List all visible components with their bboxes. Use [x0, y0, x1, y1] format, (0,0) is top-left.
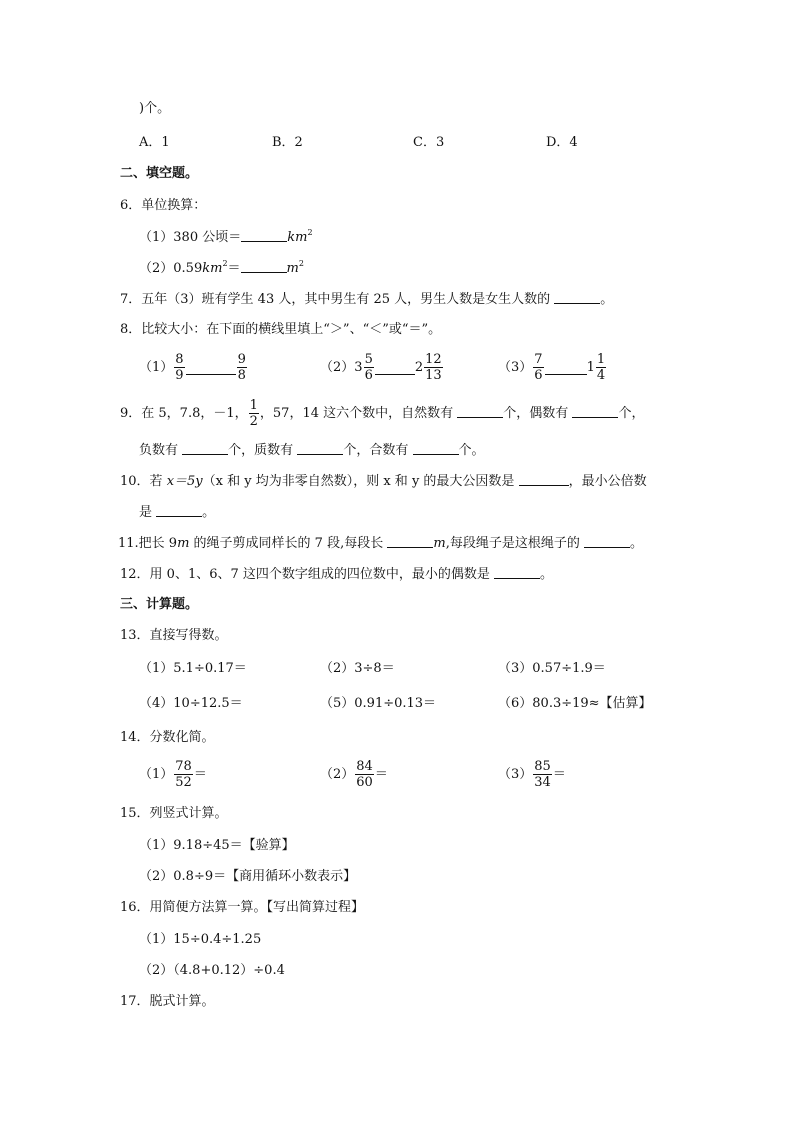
q9-text: 负数有 [139, 443, 179, 458]
q8-part2 [320, 352, 444, 384]
denominator: 6 [534, 368, 543, 383]
q6-part1 [139, 227, 313, 248]
whole-number: 3 [354, 360, 363, 375]
fraction [355, 759, 374, 790]
unit-text: m [433, 536, 446, 551]
unit-text: m [286, 261, 299, 276]
superscript: 2 [222, 259, 228, 268]
answer-blank[interactable] [413, 440, 459, 455]
denominator: 13 [425, 368, 442, 383]
q8-part1 [139, 352, 248, 384]
part-label: （3） [498, 767, 533, 782]
unit-text: m [177, 536, 190, 551]
numerator: 78 [175, 759, 192, 774]
q7 [120, 289, 613, 310]
denominator: 60 [356, 775, 373, 790]
answer-blank[interactable] [182, 440, 228, 455]
part-label: （3） [498, 360, 533, 375]
q11-text: 。 [629, 536, 643, 551]
q5-option-d: D．4 [546, 135, 578, 150]
q7-end: 。 [600, 292, 614, 307]
q13-item: （3）0.57÷1.9＝ [498, 661, 606, 676]
q9-text: 质数有 [254, 443, 294, 458]
q12 [120, 564, 553, 585]
part-label: （2） [320, 360, 355, 375]
q13-item: （6）80.3÷19≈【估算】 [498, 696, 652, 711]
fraction [237, 352, 247, 383]
equals-sign: ＝ [193, 767, 207, 782]
q14-item [139, 758, 207, 792]
q13-stem: 13．直接写得数。 [120, 628, 228, 643]
whole-number: 1 [586, 360, 595, 375]
numerator: 1 [249, 398, 258, 413]
unit-text: km [202, 261, 223, 276]
answer-blank[interactable] [554, 289, 600, 304]
q14-stem: 14．分数化简。 [120, 730, 215, 745]
fraction [249, 398, 259, 429]
q10-text: （x 和 y 均为非零自然数），则 x 和 y 的最大公因数是 [202, 474, 515, 489]
q9-text: 偶数有 [529, 406, 569, 421]
compare-blank[interactable] [375, 360, 415, 375]
fraction [424, 352, 443, 383]
superscript: 2 [307, 228, 313, 237]
q9-text: 个， [503, 406, 530, 421]
denominator: 52 [175, 775, 192, 790]
q16-stem: 16．用简便方法算一算。【写出简算过程】 [120, 900, 365, 915]
fraction [533, 352, 543, 383]
q12-text: 12．用 0、1、6、7 这四个数字组成的四位数中，最小的偶数是 [120, 567, 490, 582]
q9-text: ，57，14 这六个数中，自然数有 [259, 406, 454, 421]
fraction [596, 352, 606, 383]
q14-item [498, 758, 566, 792]
q9-text: 合数有 [369, 443, 409, 458]
q11-text: 11.把长 9 [118, 536, 178, 551]
q15-part1: （1）9.18÷45＝【验算】 [139, 838, 295, 853]
q6-part1-text: （1）380 公顷＝ [139, 230, 242, 245]
q13-item: （4）10÷12.5＝ [139, 696, 243, 711]
numerator: 9 [237, 352, 246, 367]
fraction [174, 352, 184, 383]
answer-blank[interactable] [519, 471, 569, 486]
part-label: （2） [320, 767, 355, 782]
whole-number: 2 [414, 360, 424, 375]
answer-blank[interactable] [156, 502, 202, 517]
numerator: 12 [425, 352, 442, 367]
numerator: 1 [596, 352, 606, 367]
equals-sign: ＝ [227, 261, 241, 276]
q9-text: 个， [343, 443, 370, 458]
q15-part2: （2）0.8÷9＝【商用循环小数表示】 [139, 869, 357, 884]
q5-option-a: A．1 [139, 135, 170, 150]
q6-stem: 6．单位换算： [120, 198, 207, 213]
answer-blank[interactable] [457, 403, 503, 418]
unit-text: km [287, 230, 308, 245]
fraction [174, 759, 193, 790]
q5-tail: )个。 [139, 101, 171, 116]
section-heading-calculation: 三、计算题。 [120, 597, 199, 612]
numerator: 85 [534, 759, 551, 774]
numerator: 7 [534, 352, 543, 367]
superscript: 2 [298, 259, 304, 268]
q16-part2: （2）（4.8+0.12）÷0.4 [139, 963, 285, 978]
numerator: 84 [356, 759, 373, 774]
q10-text: ，最小公倍数 [568, 474, 647, 489]
q17-stem: 17．脱式计算。 [120, 994, 215, 1009]
q14-item [320, 758, 388, 792]
q10-line1 [120, 471, 647, 492]
denominator: 6 [364, 368, 373, 383]
fraction [364, 352, 374, 383]
q16-part1: （1）15÷0.4÷1.25 [139, 932, 262, 947]
answer-blank[interactable] [241, 227, 287, 242]
answer-blank[interactable] [584, 533, 630, 548]
q9-text: 个， [228, 443, 255, 458]
denominator: 4 [596, 368, 606, 383]
answer-blank[interactable] [572, 403, 618, 418]
q10-line2 [139, 502, 215, 523]
part-label: （1） [139, 360, 174, 375]
compare-blank[interactable] [545, 360, 587, 375]
q10-text: 。 [202, 505, 216, 520]
q9-text: 9．在 5，7.8，－1， [120, 406, 248, 421]
q9-line1 [120, 398, 644, 430]
compare-blank[interactable] [186, 360, 236, 375]
denominator: 9 [175, 368, 184, 383]
denominator: 8 [237, 368, 246, 383]
q11 [118, 533, 643, 554]
q10-equation: x＝5y [166, 474, 203, 489]
answer-blank[interactable] [241, 258, 287, 273]
answer-blank[interactable] [494, 564, 540, 579]
q15-stem: 15．列竖式计算。 [120, 806, 228, 821]
q9-text: 个。 [458, 443, 485, 458]
section-heading-fill-blank: 二、填空题。 [120, 166, 199, 181]
q10-text: 是 [139, 505, 153, 520]
denominator: 34 [534, 775, 551, 790]
fraction [533, 759, 552, 790]
numerator: 5 [364, 352, 373, 367]
q13-item: （5）0.91÷0.13＝ [320, 696, 437, 711]
denominator: 2 [249, 414, 258, 429]
q10-text: 10．若 [120, 474, 163, 489]
answer-blank[interactable] [387, 533, 433, 548]
q11-text: ,每段绳子是这根绳子的 [445, 536, 580, 551]
q9-line2 [139, 440, 485, 461]
q6-part2-text: （2）0.59 [139, 261, 203, 276]
q9-text: 个， [618, 406, 645, 421]
equals-sign: ＝ [552, 767, 566, 782]
q6-part2 [139, 258, 304, 279]
q8-part3 [498, 352, 607, 384]
numerator: 8 [175, 352, 184, 367]
q7-text: 7．五年（3）班有学生 43 人，其中男生有 25 人，男生人数是女生人数的 [120, 292, 551, 307]
part-label: （1） [139, 767, 174, 782]
q8-stem: 8．比较大小：在下面的横线里填上“＞”、“＜”或“＝”。 [120, 322, 442, 337]
q5-option-c: C．3 [413, 135, 445, 150]
answer-blank[interactable] [297, 440, 343, 455]
q11-text: 的绳子剪成同样长的 7 段,每段长 [189, 536, 384, 551]
q5-option-b: B．2 [272, 135, 303, 150]
q12-text: 。 [540, 567, 554, 582]
q13-item: （1）5.1÷0.17＝ [139, 661, 247, 676]
q13-item: （2）3÷8＝ [320, 661, 395, 676]
equals-sign: ＝ [374, 767, 388, 782]
